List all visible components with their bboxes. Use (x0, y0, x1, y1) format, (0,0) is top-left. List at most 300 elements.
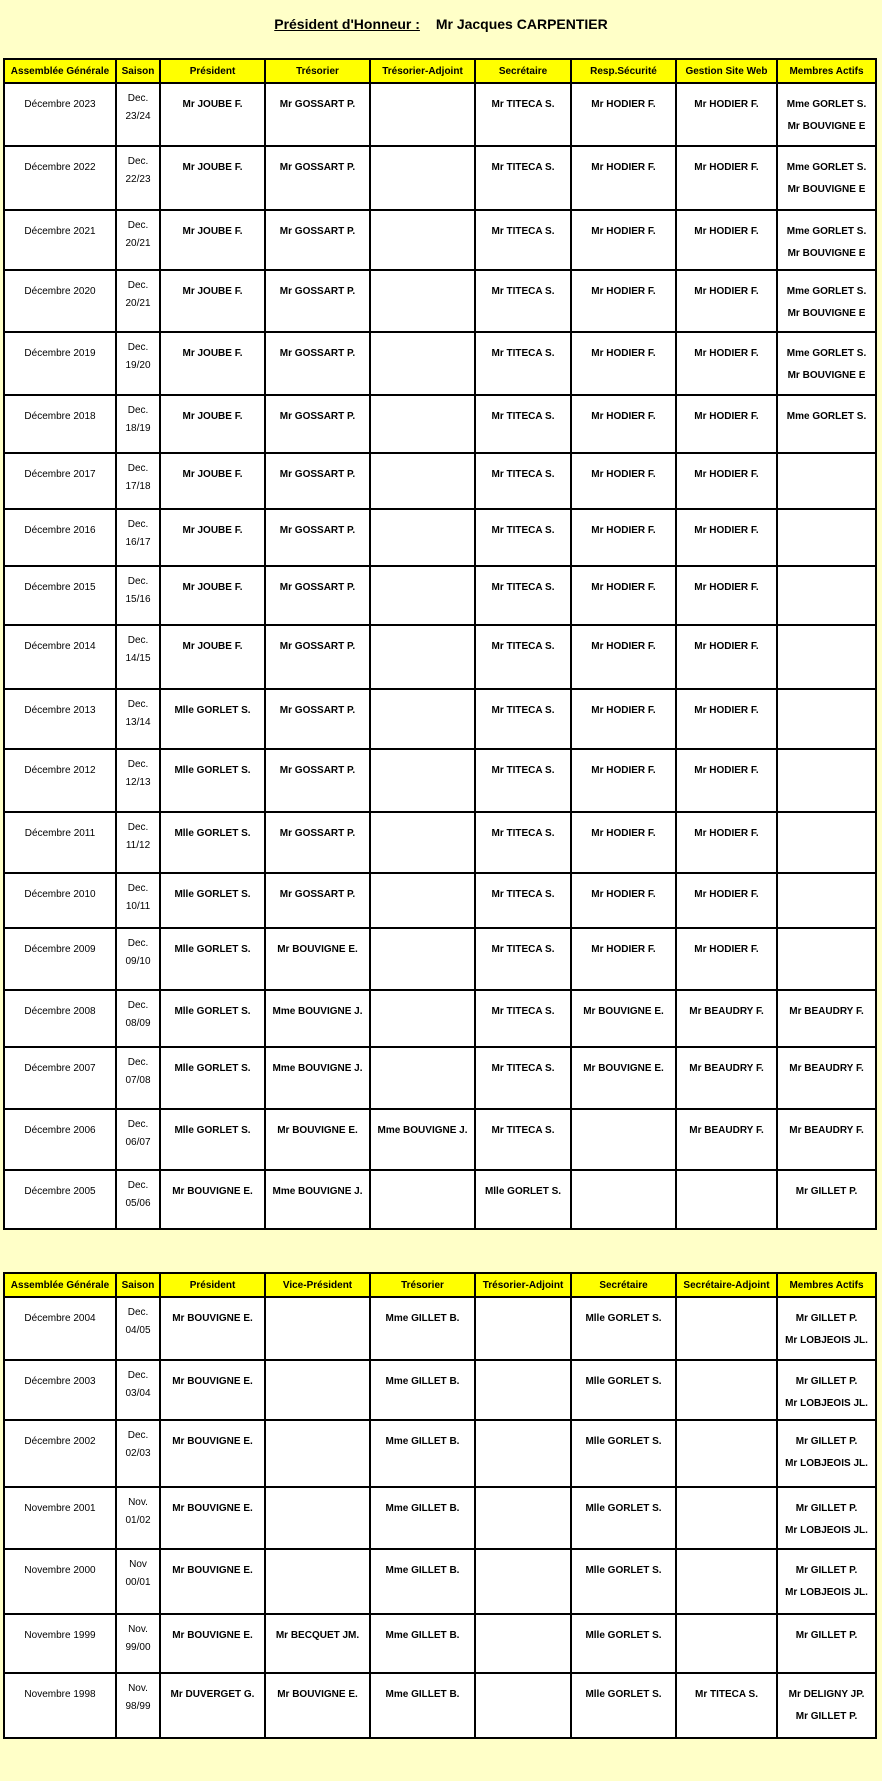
column-header: Trésorier-Adjoint (475, 1273, 571, 1297)
saison-cell (116, 332, 160, 395)
table-row (4, 270, 876, 332)
member-cell: Mlle GORLET S. (475, 1170, 571, 1229)
member-cell: Mr HODIER F. (571, 625, 676, 689)
saison-text: Dec. (127, 280, 149, 291)
member-cell: Mr TITECA S. (475, 270, 571, 332)
table-row (4, 1420, 876, 1487)
member-cell: Mr HODIER F. (571, 332, 676, 395)
saison-text: Nov. (128, 1497, 148, 1508)
membres-actifs-cell (777, 453, 876, 509)
table-row (4, 1614, 876, 1673)
table-row (4, 509, 876, 566)
table-row (4, 453, 876, 509)
membres-actifs-cell (777, 566, 876, 625)
member-cell: Mr HODIER F. (571, 395, 676, 453)
member-cell (370, 990, 475, 1047)
table-row (4, 146, 876, 210)
table-header-row (4, 59, 876, 83)
saison-text: 19/20 (125, 360, 151, 371)
member-cell: Mr BOUVIGNE E. (571, 990, 676, 1047)
saison-text: Dec. (127, 576, 149, 587)
assemblee-cell: Décembre 2005 (4, 1170, 116, 1229)
table-row (4, 83, 876, 146)
member-cell: Mr HODIER F. (571, 509, 676, 566)
member-cell: Mr JOUBE F. (160, 509, 265, 566)
member-cell: Mr GOSSART P. (265, 566, 370, 625)
member-cell: Mr JOUBE F. (160, 146, 265, 210)
member-cell: Mme GILLET B. (370, 1297, 475, 1360)
saison-cell (116, 1109, 160, 1170)
membre-actif: Mr LOBJEOIS JL. (785, 1587, 868, 1598)
saison-cell (116, 566, 160, 625)
saison-cell (116, 873, 160, 928)
president-honneur (0, 16, 882, 32)
membre-actif: Mr BOUVIGNE E (787, 121, 866, 132)
saison-text: 99/00 (125, 1642, 151, 1653)
table-row (4, 332, 876, 395)
column-header: Saison (116, 1273, 160, 1297)
assemblee-cell: Décembre 2012 (4, 749, 116, 812)
member-cell: Mme GILLET B. (370, 1673, 475, 1738)
table-header-row (4, 1273, 876, 1297)
member-cell: Mr BOUVIGNE E. (160, 1360, 265, 1420)
member-cell: Mr JOUBE F. (160, 332, 265, 395)
member-cell: Mlle GORLET S. (160, 812, 265, 873)
saison-text: Dec. (127, 1180, 149, 1191)
member-cell: Mr TITECA S. (475, 1047, 571, 1109)
member-cell: Mr BOUVIGNE E. (160, 1170, 265, 1229)
membre-actif: Mme GORLET S. (786, 162, 867, 173)
membre-actif: Mr LOBJEOIS JL. (785, 1398, 868, 1409)
member-cell: Mme BOUVIGNE J. (265, 1047, 370, 1109)
saison-cell (116, 812, 160, 873)
column-header: Secrétaire-Adjoint (676, 1273, 777, 1297)
saison-text: 04/05 (125, 1325, 151, 1336)
table-row (4, 1549, 876, 1614)
member-cell: Mme GILLET B. (370, 1487, 475, 1549)
table-row (4, 812, 876, 873)
column-header: Resp.Sécurité (571, 59, 676, 83)
member-cell: Mr BEAUDRY F. (676, 1109, 777, 1170)
saison-text: Dec. (127, 463, 149, 474)
member-cell (370, 453, 475, 509)
table-row (4, 689, 876, 749)
saison-text: 15/16 (125, 594, 151, 605)
member-cell: Mr HODIER F. (676, 509, 777, 566)
membre-actif: Mr GILLET P. (795, 1711, 858, 1722)
saison-cell (116, 509, 160, 566)
saison-text: Dec. (127, 1057, 149, 1068)
member-cell: Mr TITECA S. (475, 509, 571, 566)
member-cell: Mr JOUBE F. (160, 395, 265, 453)
saison-cell (116, 1047, 160, 1109)
saison-cell (116, 453, 160, 509)
member-cell: Mr GOSSART P. (265, 210, 370, 270)
member-cell: Mr HODIER F. (676, 625, 777, 689)
assemblee-cell: Décembre 2023 (4, 83, 116, 146)
saison-text: Dec. (127, 822, 149, 833)
table-row (4, 1297, 876, 1360)
member-cell: Mr BOUVIGNE E. (160, 1297, 265, 1360)
member-cell: Mr HODIER F. (571, 146, 676, 210)
assemblee-cell: Décembre 2009 (4, 928, 116, 990)
saison-cell (116, 689, 160, 749)
saison-cell (116, 1549, 160, 1614)
assemblee-cell: Décembre 2017 (4, 453, 116, 509)
member-cell (676, 1549, 777, 1614)
member-cell: Mme BOUVIGNE J. (370, 1109, 475, 1170)
saison-text: 14/15 (125, 653, 151, 664)
member-cell: Mr JOUBE F. (160, 453, 265, 509)
column-header: Président (160, 1273, 265, 1297)
member-cell: Mlle GORLET S. (160, 749, 265, 812)
member-cell (370, 873, 475, 928)
table-row (4, 625, 876, 689)
assemblee-cell: Décembre 2003 (4, 1360, 116, 1420)
membre-actif: Mme GORLET S. (786, 286, 867, 297)
assemblee-cell: Décembre 2004 (4, 1297, 116, 1360)
member-cell (370, 270, 475, 332)
member-cell: Mlle GORLET S. (571, 1487, 676, 1549)
member-cell (370, 689, 475, 749)
member-cell (475, 1487, 571, 1549)
table-row (4, 1170, 876, 1229)
member-cell (370, 83, 475, 146)
assemblee-cell: Décembre 2020 (4, 270, 116, 332)
saison-text: Dec. (127, 156, 149, 167)
member-cell: Mr HODIER F. (676, 395, 777, 453)
saison-cell (116, 1614, 160, 1673)
member-cell: Mr HODIER F. (676, 566, 777, 625)
membre-actif: Mr GILLET P. (795, 1376, 858, 1387)
member-cell (676, 1614, 777, 1673)
member-cell: Mr BOUVIGNE E. (160, 1549, 265, 1614)
member-cell (370, 210, 475, 270)
table-row (4, 1673, 876, 1738)
saison-cell (116, 928, 160, 990)
membre-actif: Mr LOBJEOIS JL. (785, 1525, 868, 1536)
saison-text: 98/99 (125, 1701, 151, 1712)
member-cell: Mlle GORLET S. (160, 1047, 265, 1109)
member-cell: Mr GOSSART P. (265, 146, 370, 210)
membres-actifs-cell (777, 332, 876, 395)
member-cell: Mr BOUVIGNE E. (265, 928, 370, 990)
assemblee-cell: Décembre 2022 (4, 146, 116, 210)
membre-actif: Mr LOBJEOIS JL. (785, 1458, 868, 1469)
saison-text: 03/04 (125, 1388, 151, 1399)
membre-actif: Mr BEAUDRY F. (789, 1006, 864, 1017)
assemblee-cell: Décembre 2007 (4, 1047, 116, 1109)
column-header: Assemblée Générale (4, 59, 116, 83)
saison-text: 13/14 (125, 717, 151, 728)
member-cell (265, 1297, 370, 1360)
member-cell: Mr GOSSART P. (265, 689, 370, 749)
member-cell: Mr GOSSART P. (265, 812, 370, 873)
member-cell: Mr BOUVIGNE E. (160, 1420, 265, 1487)
saison-cell (116, 1297, 160, 1360)
member-cell (265, 1420, 370, 1487)
member-cell (370, 749, 475, 812)
table-row (4, 873, 876, 928)
member-cell: Mr HODIER F. (676, 928, 777, 990)
member-cell (370, 812, 475, 873)
member-cell: Mr BOUVIGNE E. (571, 1047, 676, 1109)
membres-actifs-cell (777, 873, 876, 928)
member-cell: Mlle GORLET S. (160, 928, 265, 990)
member-cell (475, 1673, 571, 1738)
member-cell (370, 332, 475, 395)
member-cell: Mr HODIER F. (676, 749, 777, 812)
member-cell (370, 928, 475, 990)
saison-cell (116, 270, 160, 332)
saison-text: 23/24 (125, 111, 151, 122)
member-cell: Mr TITECA S. (475, 812, 571, 873)
member-cell: Mr TITECA S. (676, 1673, 777, 1738)
member-cell: Mlle GORLET S. (160, 873, 265, 928)
saison-text: Dec. (127, 1119, 149, 1130)
member-cell (475, 1614, 571, 1673)
column-header: Secrétaire (475, 59, 571, 83)
membre-actif: Mr BOUVIGNE E (787, 308, 866, 319)
assemblee-cell: Décembre 2018 (4, 395, 116, 453)
saison-text: 22/23 (125, 174, 151, 185)
saison-text: Nov. (128, 1624, 148, 1635)
member-cell: Mr TITECA S. (475, 990, 571, 1047)
member-cell: Mr HODIER F. (676, 270, 777, 332)
saison-text: 08/09 (125, 1018, 151, 1029)
saison-text: 11/12 (125, 840, 151, 851)
membres-actifs-cell (777, 749, 876, 812)
membre-actif: Mr GILLET P. (795, 1503, 858, 1514)
member-cell (475, 1549, 571, 1614)
member-cell: Mlle GORLET S. (571, 1614, 676, 1673)
table-row (4, 210, 876, 270)
membres-actifs-cell (777, 1047, 876, 1109)
membres-actifs-cell (777, 1673, 876, 1738)
member-cell: Mr GOSSART P. (265, 873, 370, 928)
member-cell: Mr BECQUET JM. (265, 1614, 370, 1673)
member-cell (370, 566, 475, 625)
assemblee-cell: Novembre 1999 (4, 1614, 116, 1673)
member-cell (265, 1487, 370, 1549)
saison-text: Dec. (127, 519, 149, 530)
member-cell (370, 1047, 475, 1109)
member-cell: Mr HODIER F. (571, 270, 676, 332)
table-row (4, 566, 876, 625)
saison-text: 06/07 (125, 1137, 151, 1148)
saison-text: Dec. (127, 93, 149, 104)
saison-text: Dec. (127, 1370, 149, 1381)
saison-cell (116, 395, 160, 453)
membres-actifs-cell (777, 1487, 876, 1549)
member-cell (265, 1549, 370, 1614)
member-cell (676, 1297, 777, 1360)
member-cell: Mr HODIER F. (571, 566, 676, 625)
member-cell: Mlle GORLET S. (160, 689, 265, 749)
saison-cell (116, 1360, 160, 1420)
saison-cell (116, 210, 160, 270)
table-row (4, 1047, 876, 1109)
member-cell: Mr JOUBE F. (160, 625, 265, 689)
assemblee-cell: Novembre 2001 (4, 1487, 116, 1549)
member-cell: Mr JOUBE F. (160, 270, 265, 332)
member-cell: Mlle GORLET S. (571, 1360, 676, 1420)
saison-text: 16/17 (125, 537, 151, 548)
assemblee-cell: Décembre 2010 (4, 873, 116, 928)
member-cell (370, 509, 475, 566)
member-cell: Mr TITECA S. (475, 453, 571, 509)
saison-cell (116, 625, 160, 689)
member-cell: Mr HODIER F. (571, 453, 676, 509)
member-cell: Mr HODIER F. (676, 453, 777, 509)
member-cell: Mr HODIER F. (676, 873, 777, 928)
member-cell: Mr JOUBE F. (160, 83, 265, 146)
saison-text: Dec. (127, 220, 149, 231)
member-cell (475, 1420, 571, 1487)
membres-actifs-cell (777, 812, 876, 873)
member-cell: Mr GOSSART P. (265, 395, 370, 453)
membres-actifs-cell (777, 689, 876, 749)
member-cell: Mr JOUBE F. (160, 566, 265, 625)
saison-cell (116, 83, 160, 146)
member-cell: Mr TITECA S. (475, 1109, 571, 1170)
member-cell: Mr BEAUDRY F. (676, 990, 777, 1047)
member-cell (676, 1487, 777, 1549)
table-row (4, 1109, 876, 1170)
membres-actifs-cell (777, 1170, 876, 1229)
column-header: Membres Actifs (777, 59, 876, 83)
member-cell: Mr TITECA S. (475, 566, 571, 625)
member-cell: Mlle GORLET S. (571, 1420, 676, 1487)
member-cell: Mlle GORLET S. (571, 1297, 676, 1360)
membres-actifs-cell (777, 625, 876, 689)
saison-text: Dec. (127, 699, 149, 710)
membre-actif: Mme GORLET S. (786, 99, 867, 110)
saison-cell (116, 1420, 160, 1487)
assemblee-cell: Décembre 2008 (4, 990, 116, 1047)
saison-text: 07/08 (125, 1075, 151, 1086)
saison-text: 18/19 (125, 423, 151, 434)
member-cell: Mr HODIER F. (676, 210, 777, 270)
assemblee-cell: Décembre 2015 (4, 566, 116, 625)
assemblee-cell: Novembre 1998 (4, 1673, 116, 1738)
column-header: Trésorier-Adjoint (370, 59, 475, 83)
member-cell (571, 1109, 676, 1170)
member-cell: Mlle GORLET S. (160, 990, 265, 1047)
member-cell: Mr HODIER F. (571, 83, 676, 146)
member-cell: Mr HODIER F. (571, 749, 676, 812)
membres-actifs-cell (777, 1297, 876, 1360)
saison-text: Dec. (127, 883, 149, 894)
member-cell: Mr HODIER F. (571, 928, 676, 990)
saison-cell (116, 749, 160, 812)
member-cell: Mr HODIER F. (571, 812, 676, 873)
member-cell (475, 1360, 571, 1420)
member-cell (475, 1297, 571, 1360)
column-header: Trésorier (370, 1273, 475, 1297)
membres-actifs-cell (777, 1360, 876, 1420)
saison-text: 10/11 (125, 901, 151, 912)
member-cell: Mr GOSSART P. (265, 332, 370, 395)
member-cell: Mr BOUVIGNE E. (265, 1109, 370, 1170)
member-cell (676, 1360, 777, 1420)
member-cell (370, 146, 475, 210)
member-cell: Mr TITECA S. (475, 146, 571, 210)
member-cell: Mr HODIER F. (676, 689, 777, 749)
column-header: Saison (116, 59, 160, 83)
membre-actif: Mme GORLET S. (786, 348, 867, 359)
assemblee-cell: Décembre 2019 (4, 332, 116, 395)
assemblee-cell: Novembre 2000 (4, 1549, 116, 1614)
member-cell (265, 1360, 370, 1420)
member-cell: Mr HODIER F. (676, 83, 777, 146)
membres-actifs-cell (777, 1549, 876, 1614)
saison-text: Dec. (127, 1000, 149, 1011)
saison-cell (116, 1673, 160, 1738)
saison-text: Dec. (127, 405, 149, 416)
membre-actif: Mr BOUVIGNE E (787, 248, 866, 259)
saison-text: Dec. (127, 635, 149, 646)
table-row (4, 395, 876, 453)
saison-text: Nov. (128, 1683, 148, 1694)
table-row (4, 1360, 876, 1420)
membres-actifs-cell (777, 270, 876, 332)
saison-cell (116, 146, 160, 210)
member-cell: Mr HODIER F. (571, 210, 676, 270)
membre-actif: Mr DELIGNY JP. (788, 1689, 865, 1700)
member-cell: Mr JOUBE F. (160, 210, 265, 270)
saison-text: 05/06 (125, 1198, 151, 1209)
member-cell (370, 625, 475, 689)
assemblee-cell: Décembre 2016 (4, 509, 116, 566)
member-cell: Mr TITECA S. (475, 395, 571, 453)
membres-actifs-cell (777, 509, 876, 566)
member-cell: Mr HODIER F. (571, 873, 676, 928)
member-cell: Mr HODIER F. (676, 332, 777, 395)
assemblee-cell: Décembre 2006 (4, 1109, 116, 1170)
member-cell (571, 1170, 676, 1229)
column-header: Gestion Site Web (676, 59, 777, 83)
saison-text: 01/02 (125, 1515, 151, 1526)
saison-text: Nov (129, 1559, 147, 1570)
membre-actif: Mme GORLET S. (786, 226, 867, 237)
member-cell: Mr BOUVIGNE E. (160, 1614, 265, 1673)
membres-actifs-cell (777, 146, 876, 210)
member-cell: Mlle GORLET S. (160, 1109, 265, 1170)
membre-actif: Mr GILLET P. (795, 1186, 858, 1197)
member-cell: Mr TITECA S. (475, 873, 571, 928)
membres-actifs-cell (777, 83, 876, 146)
column-header: Membres Actifs (777, 1273, 876, 1297)
saison-text: Dec. (127, 938, 149, 949)
saison-cell (116, 990, 160, 1047)
member-cell: Mr GOSSART P. (265, 270, 370, 332)
saison-text: Dec. (127, 1430, 149, 1441)
member-cell: Mr TITECA S. (475, 625, 571, 689)
member-cell: Mme GILLET B. (370, 1420, 475, 1487)
member-cell: Mr DUVERGET G. (160, 1673, 265, 1738)
member-cell: Mr BOUVIGNE E. (265, 1673, 370, 1738)
member-cell: Mr BEAUDRY F. (676, 1047, 777, 1109)
saison-text: 20/21 (125, 238, 151, 249)
member-cell: Mlle GORLET S. (571, 1549, 676, 1614)
table-row (4, 749, 876, 812)
member-cell (676, 1420, 777, 1487)
membres-actifs-cell (777, 1614, 876, 1673)
member-cell: Mr GOSSART P. (265, 749, 370, 812)
member-cell (370, 395, 475, 453)
member-cell: Mr TITECA S. (475, 332, 571, 395)
